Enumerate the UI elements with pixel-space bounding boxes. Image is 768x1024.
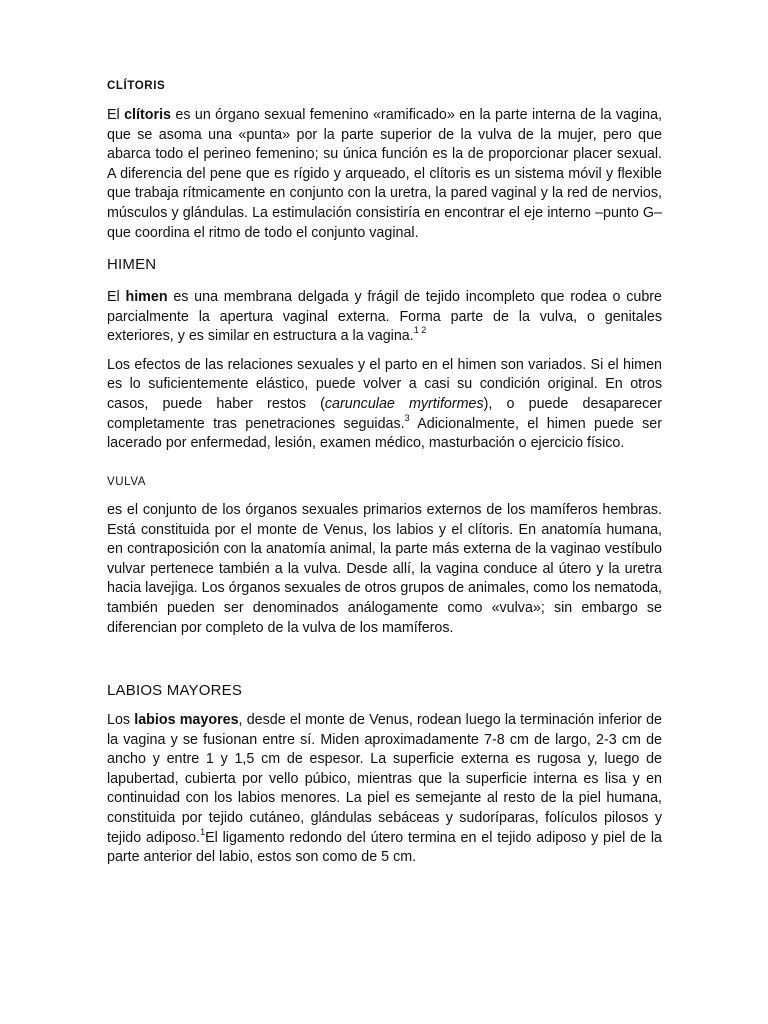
himen-p2-text-b: ), o puede desaparecer completamente tras penetraciones seguidas. xyxy=(107,395,662,432)
himen-term: himen xyxy=(125,289,168,305)
clitoris-text-pre: El xyxy=(107,107,125,123)
clitoris-paragraph xyxy=(107,106,662,243)
labios-heading: LABIOS MAYORES xyxy=(107,682,243,699)
himen-p2-text-c: Adicionalmente, el himen puede ser lacerado por enfermedad, lesión, examen médico, masturbación o ejercicio físico. xyxy=(107,415,663,452)
section-clitoris xyxy=(107,80,662,243)
himen-heading: HIMEN xyxy=(107,256,157,273)
himen-p2-footnote-ref[interactable]: 3 xyxy=(404,412,410,423)
himen-footnote-ref[interactable]: 1 2 xyxy=(413,325,427,336)
labios-footnote-ref[interactable]: 1 xyxy=(200,826,206,837)
clitoris-heading: CLÍTORIS xyxy=(107,80,166,92)
himen-p2-italic: carunculae myrtiformes xyxy=(324,395,484,412)
himen-text: es una membrana delgada y frágil de tejido incompleto que rodea o cubre parcialmente la apertura vaginal externa. Forma parte de la vulva, o genitales exteriores, y es similar en estructura a la vagina. xyxy=(107,289,662,345)
himen-paragraph-1 xyxy=(107,288,662,347)
labios-term: labios mayores xyxy=(134,712,239,728)
labios-text-a: , desde el monte de Venus, rodean luego la terminación inferior de la vagina y se fusionan entre sí. Miden aproximadamente 7-8 cm de largo, 2-3 cm de ancho y entre 1 y 1,5 cm de espesor. La superficie externa es rugosa y, luego de lapubertad, cubierta por vello púbico, mientras que la superficie interna es lisa y en continuidad con los labios menores. La piel es semejante al resto de la piel humana, constituida por tejido cutáneo, glándulas sebáceas y sudoríparas, folículos pilosos y tejido adiposo. xyxy=(107,712,662,846)
labios-text-pre: Los xyxy=(107,712,135,728)
himen-paragraph-2 xyxy=(107,356,662,454)
vulva-paragraph: es el conjunto de los órganos sexuales primarios externos de los mamíferos hembras. Está constituida por el monte de Venus, los labios y el clítoris. En anatomía humana, en contraposición con la anatomía animal, la parte más externa de la vaginao vestíbulo vulvar pertenece también a la vulva. Desde allí, la vagina conduce al útero y la uretra hacia lavejiga. Los órganos sexuales de otros grupos de animales, como los nematoda, también pueden ser denominados análogamente como «vulva»; sin embargo se diferencian por completo de la vulva de los mamíferos. xyxy=(107,502,662,636)
vulva-heading: VULVA xyxy=(107,476,147,488)
himen-text-pre: El xyxy=(107,289,126,305)
section-vulva xyxy=(107,476,662,638)
labios-text-b: El ligamento redondo del útero termina en el tejido adiposo y piel de la parte anterior del labio, estos son como de 5 cm. xyxy=(107,829,662,866)
labios-paragraph xyxy=(107,711,662,868)
clitoris-term: clítoris xyxy=(124,107,171,123)
clitoris-text: es un órgano sexual femenino «ramificado» en la parte interna de la vagina, que se asoma una «punta» por la parte superior de la vulva de la mujer, pero que abarca todo el perineo femenino; su única función es la de proporcionar placer sexual. A diferencia del pene que es rígido y arqueado, el clítoris es un sistema móvil y flexible que trabaja rítmicamente en conjunto con la uretra, la pared vaginal y la red de nervios, músculos y glándulas. La estimulación consistiría en encontrar el eje interno –punto G– que coordina el ritmo de todo el conjunto vaginal. xyxy=(107,107,662,241)
himen-p2-text-a: Los efectos de las relaciones sexuales y el parto en el himen son variados. Si el himen es lo suficientemente elástico, puede volver a casi su condición original. En otros casos, puede haber restos ( xyxy=(107,356,662,412)
section-labios xyxy=(107,682,662,868)
section-himen xyxy=(107,256,662,454)
